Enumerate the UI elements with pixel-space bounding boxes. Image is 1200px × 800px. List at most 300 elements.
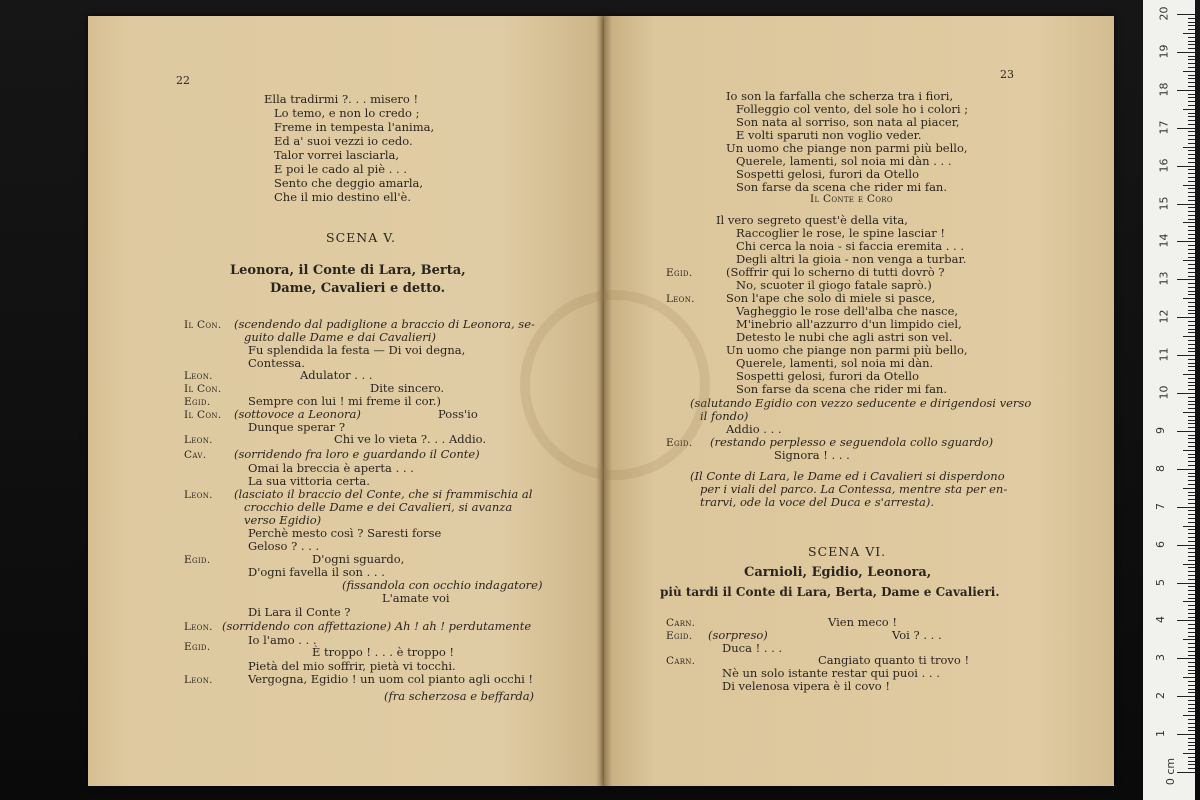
dialogue-line: No, scuoter il giogo fatale saprò.) (736, 278, 932, 292)
ruler-tick (1188, 245, 1195, 246)
ruler-tick (1188, 131, 1195, 132)
ruler-tick (1188, 476, 1195, 477)
ruler-tick (1188, 768, 1195, 769)
page-number: 22 (176, 74, 190, 87)
ruler-tick (1188, 344, 1195, 345)
ruler-tick (1188, 575, 1195, 576)
dialogue-line: Chi ve lo vieta ?. . . Addio. (334, 432, 487, 446)
stage-direction: (lasciato il braccio del Conte, che si frammischia al (234, 487, 533, 501)
ruler-tick (1188, 97, 1195, 98)
ruler-tick (1188, 37, 1195, 38)
ruler-tick (1177, 14, 1195, 15)
ruler-tick (1188, 427, 1195, 428)
ruler-tick (1188, 56, 1195, 57)
speaker-label: Il Con. (184, 409, 222, 421)
ruler-tick (1188, 586, 1195, 587)
ruler-tick (1188, 105, 1195, 106)
ruler-label: 9 (1154, 426, 1167, 434)
dialogue-line: D'ogni favella il son . . . (248, 565, 385, 579)
ruler-tick (1188, 135, 1195, 136)
ruler-tick (1177, 734, 1195, 735)
dialogue-line: Di velenosa vipera è il covo ! (722, 679, 890, 693)
ruler-tick (1188, 670, 1195, 671)
ruler-tick (1188, 423, 1195, 424)
speaker-label: Egid. (666, 267, 693, 279)
ruler-tick (1177, 90, 1195, 91)
verse-line: Son nata al sorriso, son nata al piacer, (736, 115, 960, 129)
ruler-tick (1183, 374, 1195, 375)
ruler-tick (1183, 753, 1195, 754)
ruler-label: 19 (1157, 44, 1171, 59)
ruler-tick (1188, 643, 1195, 644)
verse-line: E poi le cado al piè . . . (274, 162, 408, 176)
ruler-tick (1188, 154, 1195, 155)
dialogue-line: Son l'ape che solo di miele si pasce, (726, 291, 936, 305)
scene-title: SCENA VI. (808, 544, 887, 559)
ruler-tick (1188, 173, 1195, 174)
ruler-tick (1188, 503, 1195, 504)
ruler-label: 5 (1154, 578, 1167, 586)
stage-direction: (Il Conte di Lara, le Dame ed i Cavalieri si disperdono (690, 469, 1005, 483)
library-watermark (520, 290, 710, 480)
ruler-tick (1183, 71, 1195, 72)
dialogue-line: Nè un solo istante restar qui puoi . . . (722, 666, 940, 680)
stage-direction: crocchio delle Dame e dei Cavalieri, si avanza (244, 500, 513, 514)
ruler-tick (1188, 169, 1195, 170)
stage-direction: (sorridendo con affettazione) Ah ! ah ! perdutamente (222, 619, 532, 633)
speaker-label: Il Con. (184, 383, 222, 395)
dialogue-line: Sempre con lui ! mi freme il cor.) (248, 394, 441, 408)
ruler-tick (1188, 385, 1195, 386)
ruler-tick (1188, 438, 1195, 439)
ruler-tick (1188, 257, 1195, 258)
ruler-tick (1188, 370, 1195, 371)
scene-title: SCENA V. (326, 230, 397, 245)
ruler-tick (1188, 673, 1195, 674)
ruler-tick (1188, 655, 1195, 656)
measurement-ruler (1143, 0, 1195, 800)
ruler-tick (1188, 689, 1195, 690)
dialogue-line: M'inebrio all'azzurro d'un limpido ciel, (736, 317, 962, 331)
ruler-tick (1188, 329, 1195, 330)
ruler-label: 2 (1154, 692, 1167, 700)
ruler-tick (1183, 147, 1195, 148)
ruler-tick (1188, 238, 1195, 239)
speaker-label: Egid. (666, 630, 693, 642)
ruler-tick (1188, 404, 1195, 405)
verse-line: Folleggio col vento, del sole ho i colori ; (736, 102, 969, 116)
verse-line: E volti sparuti non voglio veder. (736, 128, 922, 142)
ruler-tick (1188, 473, 1195, 474)
ruler-tick (1188, 480, 1195, 481)
ruler-tick (1188, 499, 1195, 500)
ruler-tick (1188, 514, 1195, 515)
ruler-tick (1188, 302, 1195, 303)
ruler-tick (1188, 63, 1195, 64)
ruler-tick (1188, 590, 1195, 591)
ruler-label: 12 (1157, 309, 1171, 324)
ruler-tick (1188, 82, 1195, 83)
ruler-tick (1188, 666, 1195, 667)
ruler-tick (1188, 628, 1195, 629)
dialogue-line: Fu splendida la festa — Di voi degna, (248, 343, 466, 357)
ruler-tick (1177, 583, 1195, 584)
dialogue-line: La sua vittoria certa. (248, 474, 370, 488)
ruler-tick (1188, 613, 1195, 614)
section-heading: Il Conte e Coro (810, 193, 893, 205)
dialogue-line: Pietà del mio soffrir, pietà vi tocchi. (248, 659, 456, 673)
dialogue-line: Signora ! . . . (774, 448, 850, 462)
ruler-tick (1188, 708, 1195, 709)
ruler-tick (1188, 757, 1195, 758)
ruler-tick (1188, 624, 1195, 625)
dialogue-line: Addio . . . (726, 422, 782, 436)
dialogue-line: (Soffrir qui lo scherno di tutti dovrò ? (726, 265, 945, 279)
speaker-label: Egid. (184, 396, 211, 408)
ruler-tick (1177, 355, 1195, 356)
ruler-tick (1183, 677, 1195, 678)
ruler-tick (1177, 431, 1195, 432)
ruler-tick (1188, 366, 1195, 367)
stage-direction: (salutando Egidio con vezzo seducente e dirigendosi verso (690, 396, 1032, 410)
ruler-tick (1188, 268, 1195, 269)
dialogue-line: Son farse da scena che rider mi fan. (736, 382, 947, 396)
ruler-tick (1188, 325, 1195, 326)
speaker-label: Cav. (184, 449, 207, 461)
ruler-tick (1188, 211, 1195, 212)
ruler-tick (1183, 222, 1195, 223)
ruler-tick (1188, 761, 1195, 762)
ruler-tick (1188, 207, 1195, 208)
ruler-tick (1188, 363, 1195, 364)
dialogue-line: Di Lara il Conte ? (248, 605, 351, 619)
ruler-tick (1188, 113, 1195, 114)
dialogue-line: Dite sincero. (370, 381, 445, 395)
ruler-tick (1188, 78, 1195, 79)
ruler-label: 20 (1157, 6, 1171, 21)
speaker-label: Leon. (666, 293, 695, 305)
dialogue-line: Vien meco ! (828, 615, 897, 629)
ruler-tick (1188, 685, 1195, 686)
ruler-tick (1188, 158, 1195, 159)
ruler-tick (1188, 200, 1195, 201)
ruler-label: 10 (1157, 385, 1171, 400)
ruler-tick (1188, 382, 1195, 383)
ruler-tick (1183, 488, 1195, 489)
dialogue-line: Sospetti gelosi, furori da Otello (736, 369, 920, 383)
ruler-label: 15 (1157, 196, 1171, 210)
dialogue-line: Geloso ? . . . (248, 539, 320, 553)
ruler-tick (1177, 620, 1195, 621)
verse-line: Freme in tempesta l'anima, (274, 120, 435, 134)
dialogue-line: Dunque sperar ? (248, 420, 346, 434)
speaker-label: Egid. (184, 641, 211, 653)
ruler-tick (1177, 128, 1195, 129)
stage-direction: (sorridendo fra loro e guardando il Conte) (234, 447, 480, 461)
stage-direction: (fra scherzosa e beffarda) (384, 689, 535, 703)
ruler-tick (1188, 484, 1195, 485)
ruler-tick (1188, 59, 1195, 60)
stage-direction: (restando perplesso e seguendola collo sguardo) (710, 435, 994, 449)
ruler-tick (1188, 560, 1195, 561)
ruler-tick (1177, 204, 1195, 205)
ruler-tick (1177, 469, 1195, 470)
ruler-tick (1188, 537, 1195, 538)
ruler-tick (1177, 279, 1195, 280)
dialogue-line: Perchè mesto così ? Saresti forse (248, 526, 442, 540)
ruler-tick (1188, 294, 1195, 295)
ruler-tick (1188, 533, 1195, 534)
ruler-tick (1188, 29, 1195, 30)
speaker-label: Leon. (184, 370, 213, 382)
ruler-tick (1183, 564, 1195, 565)
ruler-tick (1188, 94, 1195, 95)
verse-line: Querele, lamenti, sol noia mi dàn . . . (736, 154, 952, 168)
dialogue-line: Omai la breccia è aperta . . . (248, 461, 414, 475)
verse-line: Sospetti gelosi, furori da Otello (736, 167, 920, 181)
ruler-tick (1188, 272, 1195, 273)
ruler-tick (1188, 101, 1195, 102)
ruler-tick (1183, 601, 1195, 602)
ruler-tick (1188, 408, 1195, 409)
verse-line: Ella tradirmi ?. . . misero ! (264, 92, 419, 106)
ruler-tick (1188, 446, 1195, 447)
ruler-tick (1188, 313, 1195, 314)
ruler-tick (1188, 120, 1195, 121)
ruler-label: 6 (1154, 540, 1167, 548)
ruler-tick (1183, 715, 1195, 716)
ruler-tick (1188, 150, 1195, 151)
speaker-label: Leon. (184, 674, 213, 686)
stage-direction: (fissandola con occhio indagatore) (342, 578, 543, 592)
speaker-label: Leon. (184, 434, 213, 446)
dialogue-line: Cangiato quanto ti trovo ! (818, 653, 970, 667)
dialogue-line: Degli altri la gioia - non venga a turbar. (736, 252, 967, 266)
ruler-tick (1188, 454, 1195, 455)
ruler-tick (1188, 632, 1195, 633)
ruler-tick (1188, 594, 1195, 595)
ruler-tick (1188, 306, 1195, 307)
ruler-tick (1188, 522, 1195, 523)
stage-direction: (scendendo dal padiglione a braccio di Leonora, se- (234, 317, 535, 331)
ruler-tick (1177, 317, 1195, 318)
stage-direction: per i viali del parco. La Contessa, mentre sta per en- (700, 482, 1008, 496)
ruler-tick (1188, 764, 1195, 765)
ruler-tick (1188, 188, 1195, 189)
ruler-tick (1188, 700, 1195, 701)
ruler-tick (1188, 124, 1195, 125)
ruler-tick (1188, 226, 1195, 227)
ruler-tick (1188, 681, 1195, 682)
ruler-tick (1177, 545, 1195, 546)
verse-line: Io son la farfalla che scherza tra i fiori, (726, 89, 954, 103)
ruler-label: 18 (1157, 82, 1171, 97)
dialogue-line: Adulator . . . (300, 368, 373, 382)
ruler-label: 4 (1154, 616, 1167, 624)
dialogue-line: Vergogna, Egidio ! un uom col pianto agli occhi ! (248, 672, 534, 686)
stage-direction: verso Egidio) (244, 513, 322, 527)
stage-direction: guito dalle Dame e dai Cavalieri) (244, 330, 436, 344)
cast-list: più tardi il Conte di Lara, Berta, Dame e Cavalieri. (660, 585, 1000, 599)
ruler-tick (1188, 139, 1195, 140)
dialogue-line: Poss'io (438, 407, 478, 421)
ruler-tick (1188, 605, 1195, 606)
ruler-tick (1188, 253, 1195, 254)
ruler-tick (1188, 567, 1195, 568)
verse-line: Son farse da scena che rider mi fan. (736, 180, 947, 194)
dialogue-line: Detesto le nubi che agli astri son vel. (736, 330, 953, 344)
ruler-tick (1188, 41, 1195, 42)
ruler-tick (1188, 598, 1195, 599)
ruler-tick (1188, 67, 1195, 68)
ruler-tick (1177, 166, 1195, 167)
ruler-tick (1183, 298, 1195, 299)
ruler-tick (1188, 401, 1195, 402)
ruler-tick (1188, 556, 1195, 557)
ruler-tick (1183, 109, 1195, 110)
verse-line: Sento che deggio amarla, (274, 176, 424, 190)
ruler-tick (1188, 552, 1195, 553)
ruler-tick (1188, 215, 1195, 216)
ruler-tick (1188, 442, 1195, 443)
dialogue-line: D'ogni sguardo, (312, 552, 405, 566)
ruler-tick (1188, 351, 1195, 352)
dialogue-line: Il vero segreto quest'è della vita, (716, 213, 908, 227)
ruler-tick (1188, 727, 1195, 728)
ruler-tick (1188, 704, 1195, 705)
ruler-tick (1188, 745, 1195, 746)
ruler-tick (1188, 276, 1195, 277)
ruler-tick (1177, 52, 1195, 53)
ruler-tick (1188, 416, 1195, 417)
speaker-label: Egid. (666, 437, 693, 449)
stage-direction: trarvi, ode la voce del Duca e s'arresta). (700, 495, 934, 509)
ruler-tick (1188, 22, 1195, 23)
ruler-tick (1188, 340, 1195, 341)
ruler-tick (1188, 548, 1195, 549)
ruler-tick (1188, 636, 1195, 637)
ruler-label: 3 (1154, 654, 1167, 662)
ruler-label: 16 (1157, 158, 1171, 173)
ruler-tick (1188, 348, 1195, 349)
dialogue-line: Querele, lamenti, sol noia mi dàn. (736, 356, 934, 370)
verse-line: Lo temo, e non lo credo ; (274, 106, 420, 120)
ruler-tick (1188, 116, 1195, 117)
ruler-label: 8 (1154, 464, 1167, 472)
speaker-label: Il Con. (184, 319, 222, 331)
ruler-label: 13 (1157, 271, 1171, 286)
dialogue-line: Duca ! . . . (722, 641, 783, 655)
ruler-tick (1183, 33, 1195, 34)
ruler-tick (1188, 579, 1195, 580)
ruler-tick (1188, 730, 1195, 731)
ruler-tick (1177, 507, 1195, 508)
speaker-label: Leon. (184, 489, 213, 501)
ruler-tick (1183, 412, 1195, 413)
cast-list: Carnioli, Egidio, Leonora, (744, 565, 932, 580)
ruler-tick (1188, 332, 1195, 333)
ruler-tick (1177, 241, 1195, 242)
ruler-tick (1188, 492, 1195, 493)
ruler-tick (1188, 219, 1195, 220)
ruler-tick (1188, 378, 1195, 379)
cast-list: Leonora, il Conte di Lara, Berta, (230, 263, 466, 278)
ruler-tick (1188, 692, 1195, 693)
dialogue-line: Vagheggio le rose dell'alba che nasce, (736, 304, 959, 318)
verse-line: Che il mio destino ell'è. (274, 190, 411, 204)
page-number: 23 (1000, 68, 1014, 81)
ruler-tick (1177, 772, 1195, 773)
ruler-tick (1188, 651, 1195, 652)
ruler-tick (1188, 461, 1195, 462)
ruler-tick (1188, 287, 1195, 288)
ruler-tick (1183, 526, 1195, 527)
ruler-tick (1188, 541, 1195, 542)
ruler-label: 17 (1157, 120, 1171, 135)
dialogue-line: Voi ? . . . (892, 628, 942, 642)
ruler-tick (1188, 230, 1195, 231)
ruler-tick (1188, 162, 1195, 163)
dialogue-line: Io l'amo . . . (248, 633, 317, 647)
ruler-tick (1188, 465, 1195, 466)
ruler-tick (1188, 389, 1195, 390)
ruler-tick (1188, 249, 1195, 250)
dialogue-line: Raccoglier le rose, le spine lasciar ! (736, 226, 945, 240)
ruler-label: 0 cm (1164, 757, 1178, 786)
ruler-tick (1188, 283, 1195, 284)
ruler-tick (1188, 571, 1195, 572)
ruler-label: 1 (1154, 730, 1167, 738)
ruler-tick (1188, 420, 1195, 421)
ruler-label: 7 (1154, 502, 1167, 510)
stage-direction: (sorpreso) (708, 628, 768, 642)
ruler-tick (1188, 647, 1195, 648)
ruler-tick (1188, 397, 1195, 398)
verse-line: Ed a' suoi vezzi io cedo. (274, 134, 413, 148)
ruler-tick (1188, 609, 1195, 610)
dialogue-line: Un uomo che piange non parmi più bello, (726, 343, 968, 357)
ruler-tick (1177, 658, 1195, 659)
ruler-tick (1188, 738, 1195, 739)
dialogue-line: L'amate voi (382, 591, 450, 605)
ruler-tick (1188, 719, 1195, 720)
ruler-tick (1188, 86, 1195, 87)
ruler-tick (1188, 291, 1195, 292)
ruler-tick (1183, 639, 1195, 640)
ruler-tick (1188, 495, 1195, 496)
ruler-tick (1188, 457, 1195, 458)
ruler-tick (1188, 529, 1195, 530)
stage-direction: (sottovoce a Leonora) (234, 407, 361, 421)
ruler-tick (1188, 749, 1195, 750)
ruler-tick (1188, 662, 1195, 663)
dialogue-line: È troppo ! . . . è troppo ! (312, 645, 455, 659)
speaker-label: Egid. (184, 554, 211, 566)
ruler-tick (1188, 321, 1195, 322)
ruler-tick (1188, 192, 1195, 193)
verse-line: Un uomo che piange non parmi più bello, (726, 141, 968, 155)
ruler-tick (1188, 711, 1195, 712)
ruler-tick (1188, 143, 1195, 144)
dialogue-line: Chi cerca la noia - si faccia eremita . . . (736, 239, 965, 253)
ruler-tick (1188, 264, 1195, 265)
ruler-tick (1188, 25, 1195, 26)
ruler-tick (1188, 234, 1195, 235)
ruler-tick (1188, 518, 1195, 519)
dialogue-line: Contessa. (248, 356, 305, 370)
ruler-tick (1188, 196, 1195, 197)
ruler-tick (1188, 510, 1195, 511)
